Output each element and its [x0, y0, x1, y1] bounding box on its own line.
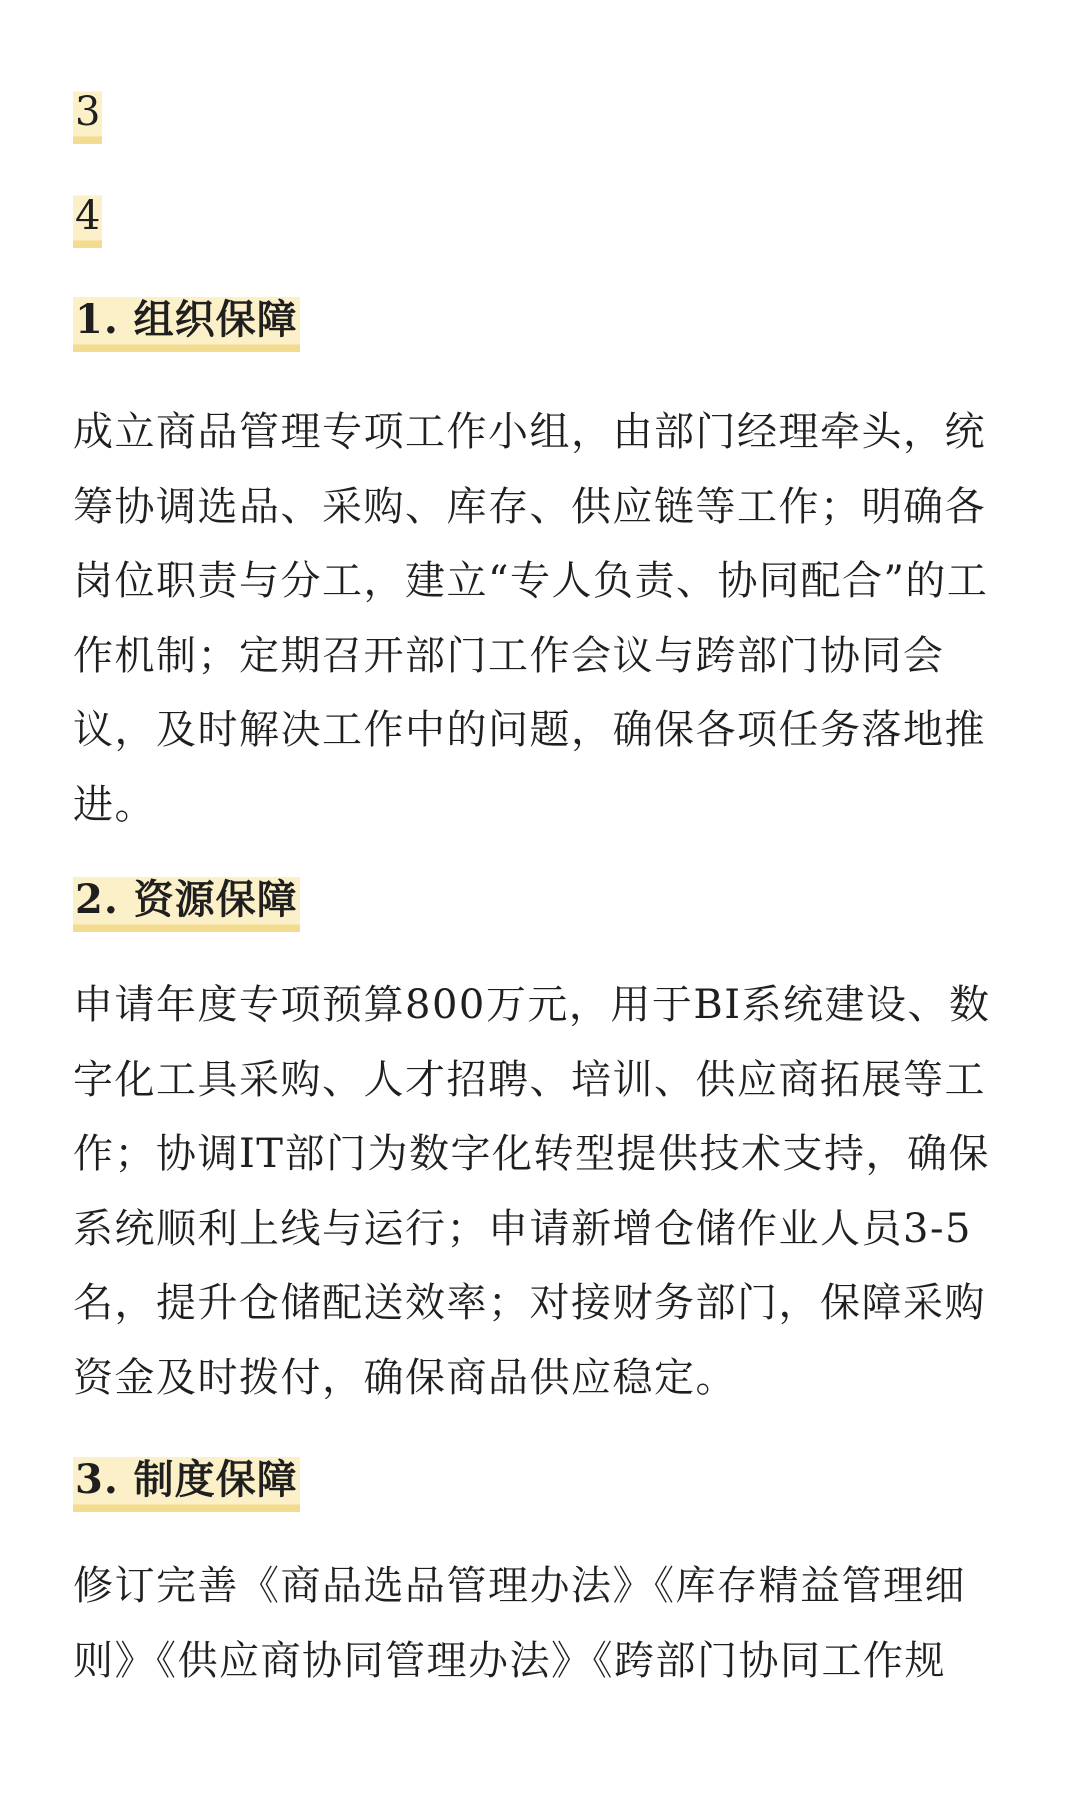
section-heading-resources: 2. 资源保障: [73, 868, 300, 932]
list-marker-3: 3: [73, 80, 102, 144]
section-body-organization: 成立商品管理专项工作小组，由部门经理牵头，统筹协调选品、采购、库存、供应链等工作；明确各岗位职责与分工，建立“专人负责、协同配合”的工作机制；定期召开部门工作会议与跨部门协同会议，及时解决工作中的问题，确保各项任务落地推进。: [73, 409, 989, 828]
section-body-institutions: 修订完善《商品选品管理办法》《库存精益管理细则》《供应商协同管理办法》《跨部门协同工作规: [73, 1563, 966, 1684]
section-heading-organization: 1. 组织保障: [73, 288, 300, 352]
list-marker-4: 4: [73, 184, 102, 248]
section-heading-institutions: 3. 制度保障: [73, 1448, 300, 1512]
section-body-resources: 申请年度专项预算800万元，用于BI系统建设、数字化工具采购、人才招聘、培训、供应商拓展等工作；协调IT部门为数字化转型提供技术支持，确保系统顺利上线与运行；申请新增仓储作业人员3-5名，提升仓储配送效率；对接财务部门，保障采购资金及时拨付，确保商品供应稳定。: [73, 982, 991, 1401]
